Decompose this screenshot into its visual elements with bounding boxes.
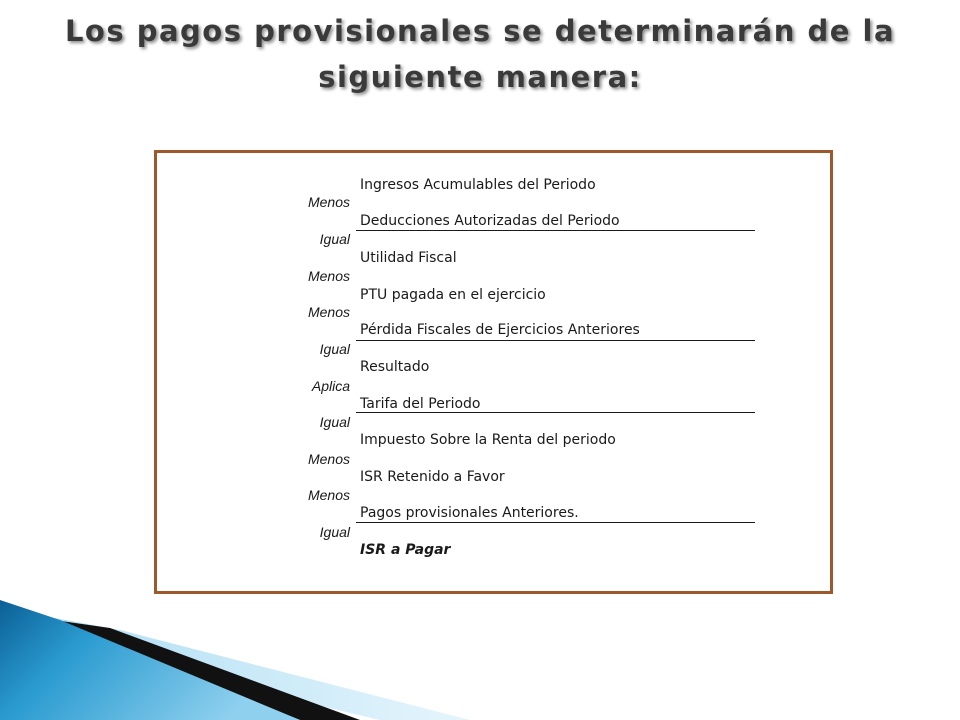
subtotal-rule xyxy=(356,340,755,341)
operator-menos: Menos xyxy=(307,487,350,503)
item-utilidad-fiscal: Utilidad Fiscal xyxy=(360,250,457,266)
operator-menos: Menos xyxy=(307,304,350,320)
operator-igual: Igual xyxy=(319,231,350,247)
item-pagos-provisionales: Pagos provisionales Anteriores. xyxy=(360,505,579,521)
operator-menos: Menos xyxy=(307,268,350,284)
item-ingresos-acumulables: Ingresos Acumulables del Periodo xyxy=(360,177,596,193)
operator-menos: Menos xyxy=(307,194,350,210)
item-deducciones-autorizadas: Deducciones Autorizadas del Periodo xyxy=(360,213,620,229)
corner-decoration xyxy=(0,600,960,720)
item-impuesto-sobre-la-renta: Impuesto Sobre la Renta del periodo xyxy=(360,432,616,448)
title-line-1: Los pagos provisionales se determinarán de la xyxy=(64,14,896,48)
item-isr-a-pagar: ISR a Pagar xyxy=(360,542,451,558)
subtotal-rule xyxy=(356,230,755,231)
operator-menos: Menos xyxy=(307,451,350,467)
operator-aplica: Aplica xyxy=(311,378,350,394)
item-isr-retenido: ISR Retenido a Favor xyxy=(360,469,505,485)
item-resultado: Resultado xyxy=(360,359,430,375)
subtotal-rule xyxy=(356,412,755,413)
operator-igual: Igual xyxy=(319,341,350,357)
calculation-frame xyxy=(154,150,833,594)
item-ptu-pagada: PTU pagada en el ejercicio xyxy=(360,287,546,303)
item-perdida-fiscales: Pérdida Fiscales de Ejercicios Anteriores xyxy=(360,322,640,338)
item-tarifa-periodo: Tarifa del Periodo xyxy=(360,396,481,412)
slide-title xyxy=(0,8,960,100)
subtotal-rule xyxy=(356,522,755,523)
blue-swoosh xyxy=(0,600,300,720)
operator-igual: Igual xyxy=(319,414,350,430)
operator-igual: Igual xyxy=(319,524,350,540)
title-line-2: siguiente manera: xyxy=(318,60,642,94)
